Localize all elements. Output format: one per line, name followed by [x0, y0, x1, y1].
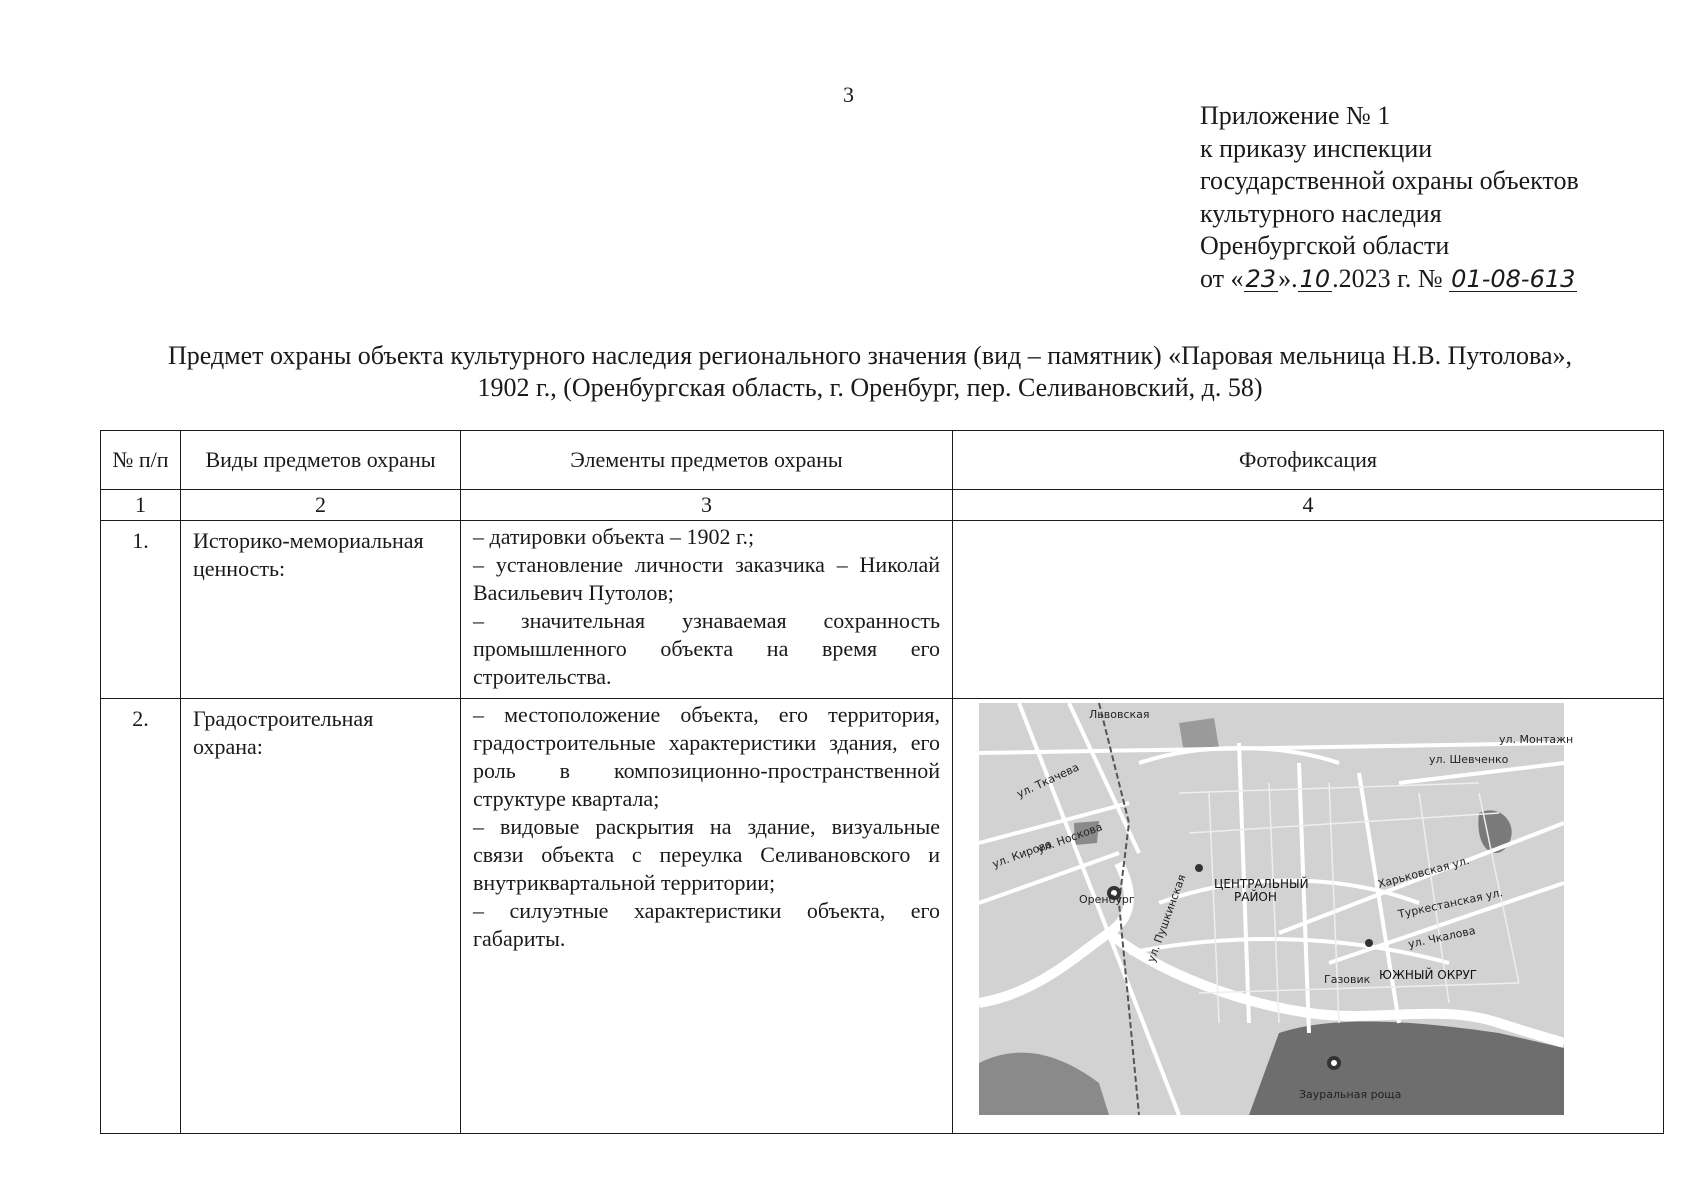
- row-photo-empty: [953, 521, 1664, 699]
- appendix-line: культурного наследия: [1200, 198, 1442, 228]
- element-item: – видовые раскрытия на здание, визуальные связи объекта с переулка Селивановского и внутриквартальной территории;: [473, 814, 940, 895]
- element-item: – установление личности заказчика – Николай Васильевич Путолов;: [473, 552, 940, 605]
- column-number: 4: [953, 490, 1664, 521]
- column-numbers-row: [101, 490, 1664, 521]
- element-item: – силуэтные характеристики объекта, его габариты.: [473, 898, 940, 951]
- header-number: № п/п: [101, 431, 181, 490]
- table-header-row: [101, 431, 1664, 490]
- map-label: ЮЖНЫЙ ОКРУГ: [1379, 968, 1478, 982]
- map-label: ул. Чкалова: [1406, 923, 1477, 951]
- appendix-line: к приказу инспекции: [1200, 133, 1433, 163]
- map-label: ул. Носкова: [1035, 820, 1105, 856]
- row-number: 1.: [101, 521, 181, 699]
- header-photo: Фотофиксация: [953, 431, 1664, 490]
- map-label: Газовик: [1324, 973, 1371, 986]
- map-label: ул. Шевченко: [1429, 753, 1509, 766]
- header-elements: Элементы предметов охраны: [461, 431, 953, 490]
- row-photo: [953, 699, 1664, 1134]
- row-kind: Градостроительная охрана:: [181, 699, 461, 1134]
- date-prefix: от «: [1200, 263, 1244, 293]
- row-kind: Историко-мемориальная ценность:: [181, 521, 461, 699]
- appendix-line: Оренбургской области: [1200, 231, 1450, 260]
- appendix-line: Приложение № 1: [1200, 101, 1391, 130]
- row-elements: [461, 521, 953, 699]
- handwritten-day: 23: [1245, 264, 1277, 293]
- handwritten-month: 10: [1299, 264, 1331, 293]
- map-label: Харьковская ул.: [1376, 853, 1471, 891]
- column-number: 3: [461, 490, 953, 521]
- map-label: ул. Ткачева: [1014, 760, 1082, 801]
- protection-subject-table: [100, 430, 1664, 1134]
- element-item: – значительная узнаваемая сохранность промышленного объекта на время его строительства.: [473, 608, 940, 689]
- handwritten-order-number: 01-08-613: [1451, 264, 1576, 293]
- title-line-1: Предмет охраны объекта культурного наследия регионального значения (вид – памятник) «Паровая мельница Н.В. Путолова»,: [167, 341, 1573, 370]
- page-number: 3: [843, 82, 854, 107]
- map-label: Зауральная роща: [1299, 1088, 1402, 1101]
- map-label: ул. Пушкинская: [1144, 872, 1189, 965]
- row-number: 2.: [101, 699, 181, 1134]
- date-mid: ».: [1278, 263, 1298, 293]
- map-label: РАЙОН: [1234, 890, 1277, 904]
- row-elements: [461, 699, 953, 1134]
- map-label: Туркестанская ул.: [1396, 886, 1504, 921]
- map-label: Львовская: [1089, 708, 1150, 721]
- element-item: – местоположение объекта, его территория, градостроительные характеристики здания, его роль в композиционно-пространственной структуре квартала;: [473, 702, 940, 811]
- table-row: [101, 699, 1664, 1134]
- element-item: – датировки объекта – 1902 г.;: [473, 524, 755, 549]
- map-label: ул. Монтажн: [1499, 733, 1574, 746]
- column-number: 1: [101, 490, 181, 521]
- table-row: [101, 521, 1664, 699]
- title-line-2: 1902 г., (Оренбургская область, г. Оренбург, пер. Селивановский, д. 58): [477, 373, 1263, 402]
- map-label: ул. Кирова: [990, 837, 1054, 871]
- appendix-block: [1200, 100, 1579, 295]
- city-map-image: [979, 703, 1574, 1115]
- order-date-line: [1200, 263, 1579, 296]
- map-label: ЦЕНТРАЛЬНЫЙ: [1214, 877, 1309, 891]
- appendix-line: государственной охраны объектов: [1200, 166, 1579, 195]
- date-suffix: .2023 г. №: [1332, 263, 1443, 293]
- map-label: Оренбург: [1079, 893, 1135, 906]
- document-title: [80, 340, 1660, 404]
- column-number: 2: [181, 490, 461, 521]
- header-kinds: Виды предметов охраны: [181, 431, 461, 490]
